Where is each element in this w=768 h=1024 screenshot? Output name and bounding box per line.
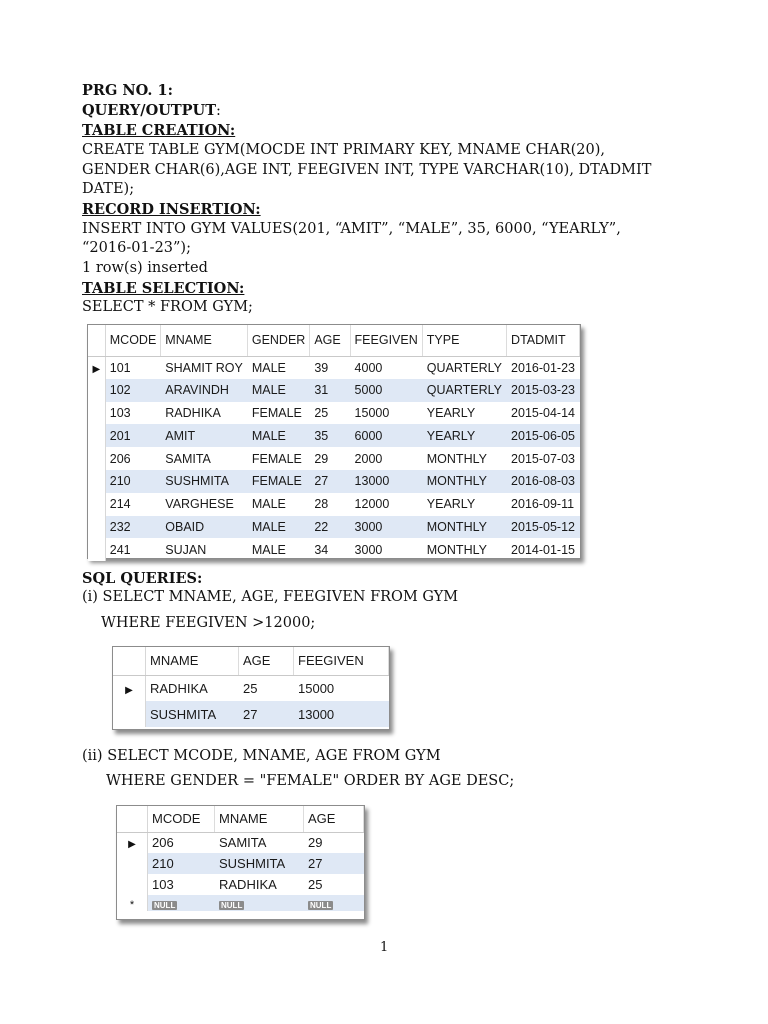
cell[interactable]: MALE <box>251 542 286 557</box>
create-statement-line-1: CREATE TABLE GYM(MOCDE INT PRIMARY KEY, MNAME CHAR(20), <box>82 142 605 158</box>
cell[interactable]: 34 <box>314 542 329 557</box>
cell[interactable]: AMIT <box>161 424 248 447</box>
column-header[interactable]: MCODE <box>105 325 161 356</box>
null-cell[interactable] <box>148 895 215 911</box>
row-indicator <box>88 379 105 402</box>
query-1-line-1: (i) SELECT MNAME, AGE, FEEGIVEN FROM GYM <box>82 589 459 605</box>
cell[interactable]: 201 <box>105 424 161 447</box>
cell[interactable]: 3000 <box>354 542 383 557</box>
table-creation-heading: TABLE CREATION: <box>82 122 236 139</box>
column-header[interactable]: AGE <box>304 806 364 832</box>
page-number: 1 <box>380 940 389 955</box>
table-row[interactable] <box>113 675 389 701</box>
query-1-result-grid <box>112 646 390 730</box>
cell[interactable]: FEMALE <box>251 405 302 420</box>
cell[interactable]: 5000 <box>350 379 422 402</box>
row-indicator <box>88 538 105 561</box>
cell[interactable]: MONTHLY <box>426 542 487 557</box>
row-indicator <box>113 701 146 727</box>
query-output-heading <box>82 101 221 122</box>
cell[interactable]: 2016-09-11 <box>511 497 575 512</box>
cell[interactable]: 210 <box>148 853 215 874</box>
table-selection-heading: TABLE SELECTION: <box>82 280 245 297</box>
cell[interactable]: 27 <box>310 470 350 493</box>
cell[interactable]: OBAID <box>161 516 248 539</box>
cell[interactable]: SAMITA <box>219 835 267 851</box>
column-header[interactable]: MNAME <box>215 806 304 832</box>
cell[interactable]: 2015-06-05 <box>507 424 580 447</box>
cell[interactable]: MALE <box>247 379 309 402</box>
table-row[interactable] <box>88 447 580 470</box>
new-row-icon: * <box>117 895 148 911</box>
cell[interactable]: SUSHMITA <box>161 470 248 493</box>
cell[interactable]: 25 <box>308 877 323 892</box>
row-indicator <box>88 402 105 425</box>
cell[interactable]: RADHIKA <box>165 405 221 420</box>
current-row-icon: ▶ <box>88 356 105 379</box>
cell[interactable]: 2016-01-23 <box>511 360 575 375</box>
create-statement-line-2: GENDER CHAR(6),AGE INT, FEEGIVEN INT, TYPE VARCHAR(10), DTADMIT <box>82 162 652 178</box>
null-badge: NULL <box>310 900 332 910</box>
cell[interactable]: MONTHLY <box>422 516 506 539</box>
column-header[interactable]: AGE <box>239 647 294 675</box>
insert-statement-line-1: INSERT INTO GYM VALUES(201, “AMIT”, “MALE”, 35, 6000, “YEARLY”, <box>82 221 621 237</box>
table-row[interactable] <box>88 516 580 539</box>
cell[interactable]: 206 <box>109 451 131 466</box>
column-header[interactable]: AGE <box>310 325 350 356</box>
cell[interactable]: QUARTERLY <box>422 379 506 402</box>
sql-queries-heading: SQL QUERIES: <box>82 570 203 587</box>
cell[interactable]: 2015-05-12 <box>507 516 580 539</box>
cell[interactable]: 206 <box>152 835 174 851</box>
cell[interactable]: 12000 <box>354 497 390 512</box>
table-row[interactable] <box>117 832 364 853</box>
row-indicator <box>88 493 105 516</box>
column-header[interactable]: GENDER <box>247 325 309 356</box>
cell[interactable]: 31 <box>310 379 350 402</box>
row-indicator <box>117 853 148 874</box>
row-indicator <box>117 874 148 895</box>
null-badge: NULL <box>154 900 176 910</box>
current-row-icon: ▶ <box>113 675 146 701</box>
cell[interactable]: SAMITA <box>165 451 211 466</box>
cell[interactable]: 15000 <box>298 680 335 696</box>
cell[interactable]: 22 <box>310 516 350 539</box>
cell[interactable]: MONTHLY <box>422 470 506 493</box>
row-indicator <box>88 470 105 493</box>
cell[interactable]: 29 <box>308 835 323 851</box>
cell[interactable]: FEMALE <box>247 470 309 493</box>
column-header[interactable]: FEEGIVEN <box>294 647 389 675</box>
select-all-query: SELECT * FROM GYM; <box>82 299 253 315</box>
cell[interactable]: SHAMIT ROY <box>165 360 243 375</box>
cell[interactable]: 232 <box>105 516 161 539</box>
query-1-line-2: WHERE FEEGIVEN >12000; <box>101 615 316 631</box>
cell[interactable]: 214 <box>109 497 131 512</box>
query-2-result-grid <box>116 805 365 920</box>
cell[interactable]: 2016-08-03 <box>507 470 580 493</box>
table-row[interactable] <box>88 424 580 447</box>
cell[interactable]: QUARTERLY <box>426 360 503 375</box>
cell[interactable]: 35 <box>310 424 350 447</box>
insert-result: 1 row(s) inserted <box>82 260 208 276</box>
column-header[interactable]: FEEGIVEN <box>350 325 422 356</box>
row-indicator <box>88 516 105 539</box>
query-2-line-2: WHERE GENDER = "FEMALE" ORDER BY AGE DESC; <box>106 773 515 789</box>
cell[interactable]: YEARLY <box>426 405 476 420</box>
cell[interactable]: 6000 <box>350 424 422 447</box>
cell[interactable]: 241 <box>109 542 131 557</box>
cell[interactable]: 103 <box>109 405 131 420</box>
table-row[interactable] <box>88 493 580 516</box>
query-output-label: QUERY/OUTPUT <box>82 102 216 119</box>
null-cell[interactable] <box>215 895 304 911</box>
gym-result-grid <box>87 324 581 559</box>
cell[interactable]: SUSHMITA <box>215 853 304 874</box>
column-header[interactable]: MNAME <box>146 647 239 675</box>
cell[interactable]: 2014-01-15 <box>511 542 575 557</box>
cell[interactable]: YEARLY <box>422 424 506 447</box>
table-row[interactable] <box>117 874 364 895</box>
column-header[interactable]: MNAME <box>161 325 248 356</box>
cell[interactable]: FEMALE <box>251 451 302 466</box>
cell[interactable]: 2015-03-23 <box>507 379 580 402</box>
cell[interactable]: 2015-07-03 <box>511 451 575 466</box>
column-header[interactable]: DTADMIT <box>507 325 580 356</box>
cell[interactable]: 103 <box>152 877 174 892</box>
table-row[interactable] <box>88 538 580 561</box>
cell[interactable]: RADHIKA <box>150 680 208 696</box>
column-header[interactable]: TYPE <box>422 325 506 356</box>
cell[interactable]: 13000 <box>350 470 422 493</box>
grid-header-row <box>117 806 364 832</box>
cell[interactable]: 25 <box>243 680 258 696</box>
cell[interactable]: 101 <box>109 360 131 375</box>
row-indicator-header <box>88 325 105 356</box>
column-header[interactable]: MCODE <box>148 806 215 832</box>
cell[interactable]: 28 <box>314 497 329 512</box>
cell[interactable]: 13000 <box>294 701 389 727</box>
program-number: PRG NO. 1: <box>82 82 173 99</box>
cell[interactable]: MONTHLY <box>426 451 487 466</box>
cell[interactable]: MALE <box>251 360 286 375</box>
cell[interactable]: ARAVINDH <box>161 379 248 402</box>
cell[interactable]: MALE <box>247 516 309 539</box>
create-statement-line-3: DATE); <box>82 181 135 197</box>
cell[interactable]: 39 <box>314 360 329 375</box>
cell[interactable]: 15000 <box>354 405 390 420</box>
insert-statement-line-2: “2016-01-23”); <box>82 240 191 256</box>
cell[interactable]: 2015-04-14 <box>511 405 575 420</box>
current-row-icon: ▶ <box>117 832 148 853</box>
cell[interactable]: YEARLY <box>426 497 476 512</box>
query-2-line-1: (ii) SELECT MCODE, MNAME, AGE FROM GYM <box>82 748 441 764</box>
cell[interactable]: 3000 <box>350 516 422 539</box>
cell[interactable]: 102 <box>105 379 161 402</box>
row-indicator-header <box>113 647 146 675</box>
query-output-colon: : <box>215 103 221 119</box>
cell[interactable]: RADHIKA <box>219 877 277 892</box>
table-row[interactable] <box>88 356 580 379</box>
cell[interactable]: 210 <box>105 470 161 493</box>
row-indicator <box>88 447 105 470</box>
table-row[interactable] <box>88 379 580 402</box>
table-row[interactable] <box>117 853 364 874</box>
table-row[interactable] <box>113 701 389 727</box>
row-indicator <box>88 424 105 447</box>
cell[interactable]: 27 <box>239 701 294 727</box>
cell[interactable]: SUSHMITA <box>146 701 239 727</box>
cell[interactable]: 2000 <box>354 451 383 466</box>
grid-header-row <box>88 325 580 356</box>
grid-header-row <box>113 647 389 675</box>
cell[interactable]: 25 <box>314 405 329 420</box>
null-badge: NULL <box>221 900 243 910</box>
new-row[interactable] <box>117 895 364 911</box>
cell[interactable]: 29 <box>314 451 329 466</box>
cell[interactable]: 27 <box>304 853 364 874</box>
table-row[interactable] <box>88 402 580 425</box>
cell[interactable]: VARGHESE <box>165 497 234 512</box>
cell[interactable]: MALE <box>251 497 286 512</box>
table-row[interactable] <box>88 470 580 493</box>
row-indicator-header <box>117 806 148 832</box>
cell[interactable]: 4000 <box>354 360 383 375</box>
record-insertion-heading: RECORD INSERTION: <box>82 201 261 218</box>
cell[interactable]: SUJAN <box>165 542 207 557</box>
cell[interactable]: MALE <box>247 424 309 447</box>
null-cell[interactable] <box>304 895 364 911</box>
